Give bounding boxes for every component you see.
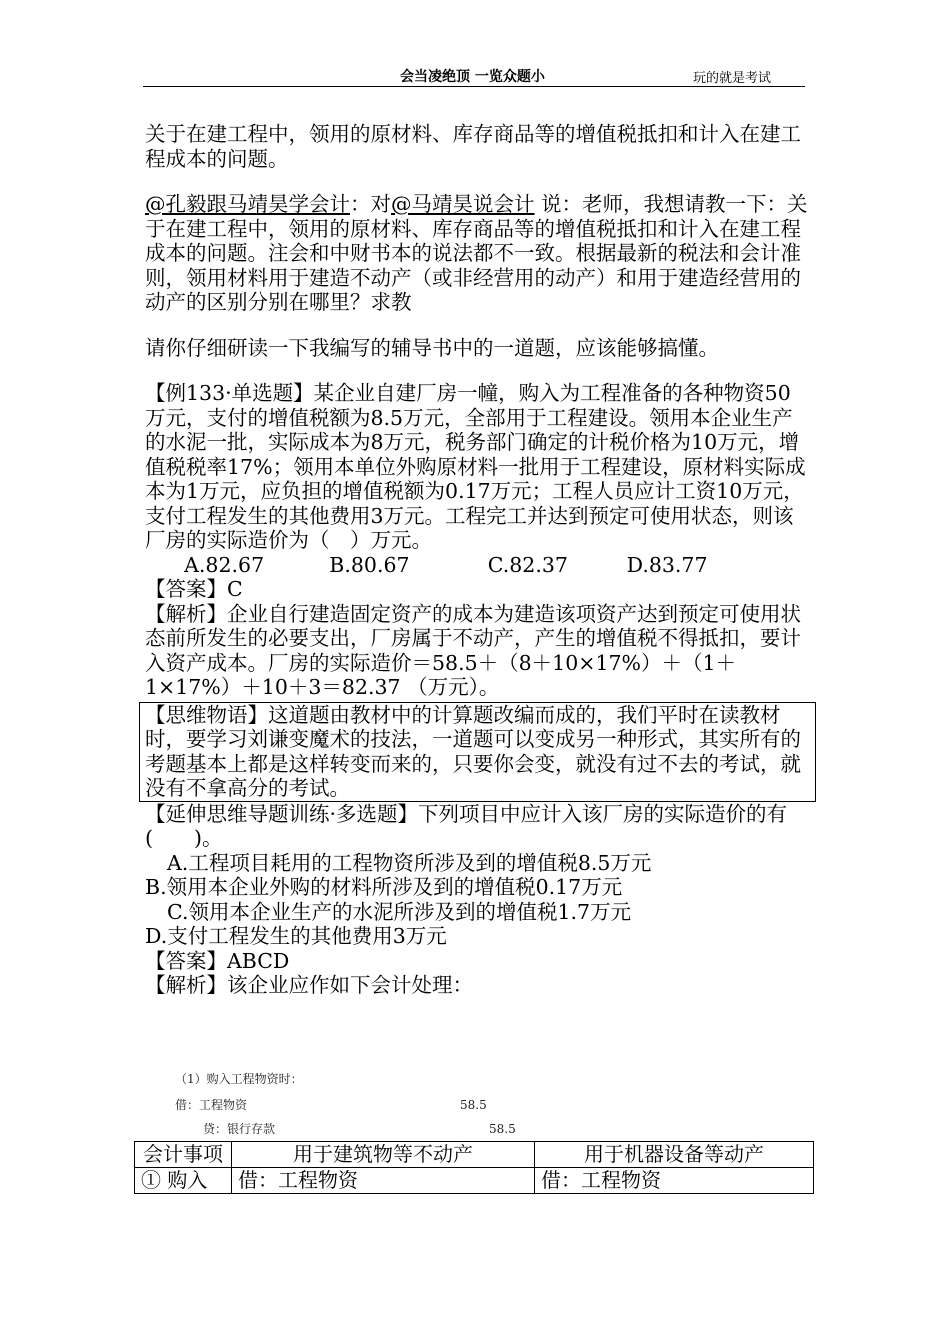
header-motto: 会当凌绝顶 一览众题小 (400, 69, 545, 85)
ext-analysis-label: 【解析】 (145, 973, 227, 997)
accounting-table (134, 1141, 814, 1194)
table-cell: 借：工程物资 (535, 1168, 814, 1194)
entry-step1: （1）购入工程物资时： (175, 1072, 303, 1086)
example-question (145, 381, 810, 553)
user-link[interactable]: @孔毅跟马靖昊学会计 (145, 192, 350, 216)
example-options (145, 553, 810, 578)
entry-credit-amount: 58.5 (489, 1122, 516, 1136)
thinking-label: 【思维物语】 (145, 702, 268, 727)
ext-option-b: B.领用本企业外购的材料所涉及到的增值税0.17万元 (145, 875, 623, 899)
entry-credit-label: 贷：银行存款 (203, 1122, 276, 1136)
entry-debit-label: 借：工程物资 (175, 1098, 248, 1112)
answer-label: 【答案】 (145, 577, 227, 601)
entry-debit-amount: 58.5 (460, 1098, 487, 1112)
page-header (143, 64, 805, 87)
table-header-row (135, 1142, 814, 1168)
question-paragraph (145, 192, 810, 315)
extension-answer (145, 949, 810, 974)
extension-label: 【延伸思维导题训练·多选题】 (145, 801, 419, 826)
ext-answer-label: 【答案】 (145, 948, 227, 973)
example-analysis (145, 602, 810, 700)
header-tagline: 玩的就是考试 (693, 71, 772, 86)
table-header: 用于机器设备等动产 (535, 1142, 814, 1168)
ext-analysis-text: 该企业应作如下会计处理： (227, 973, 473, 997)
extension-text: 下列项目中应计入该厂房的实际造价的有( )。 (145, 801, 788, 850)
option-c: C.82.37 (487, 552, 568, 577)
thinking-box (139, 702, 816, 802)
example-answer (145, 577, 810, 602)
analysis-text: 企业自行建造固定资产的成本为建造该项资产达到预定可使用状态前所发生的必要支出，厂房属于不动产，产生的增值税不得抵扣，要计入资产成本。厂房的实际造价＝58.5＋（8＋10×17%）＋（1＋1×17%）＋10＋3＝82.37 （万元）。 (145, 601, 801, 699)
question-text: 说：老师，我想请教一下：关于在建工程中，领用的原材料、库存商品等的增值税抵扣和计入在建工程成本的问题。注会和中财书本的说法都不一致。根据最新的税法和会计准则，领用材料用于建造不动产（或非经营用的动产）和用于建造经营用的动产的区别分别在哪里？求教 (145, 192, 808, 314)
table-header: 用于建筑物等不动产 (232, 1142, 535, 1168)
ext-option-c: C.领用本企业生产的水泥所涉及到的增值税1.7万元 (167, 899, 632, 924)
reply-paragraph: 请你仔细研读一下我编写的辅导书中的一道题，应该能够搞懂。 (145, 335, 719, 360)
option-b: B.80.67 (329, 552, 410, 577)
document-body (145, 122, 810, 998)
target-link[interactable]: @马靖昊说会计 (391, 192, 535, 216)
table-header: 会计事项 (135, 1142, 232, 1168)
question-to: ：对 (350, 192, 391, 216)
article-title: 关于在建工程中，领用的原材料、库存商品等的增值税抵扣和计入在建工程成本的问题。 (145, 122, 801, 171)
extension-analysis (145, 973, 810, 998)
table-cell: ① 购入 (135, 1168, 232, 1194)
extension-question (145, 802, 810, 851)
ext-option-d: D.支付工程发生的其他费用3万元 (145, 924, 447, 948)
analysis-label: 【解析】 (145, 601, 227, 626)
answer-value: C (227, 577, 243, 601)
option-d: D.83.77 (626, 552, 708, 577)
thinking-text: 这道题由教材中的计算题改编而成的，我们平时在读教材时，要学习刘谦变魔术的技法，一道题可以变成另一种形式，其实所有的考题基本上都是这样转变而来的，只要你会变，就没有过不去的考试，就没有不拿高分的考试。 (145, 702, 801, 800)
example-label: 【例133·单选题】 (145, 381, 314, 405)
table-row (135, 1168, 814, 1194)
example-text: 某企业自建厂房一幢，购入为工程准备的各种物资50万元，支付的增值税额为8.5万元，全部用于工程建设。领用本企业生产的水泥一批，实际成本为8万元，税务部门确定的计税价格为10万元，增值税税率17%；领用本单位外购原材料一批用于工程建设，原材料实际成本为1万元，应负担的增值税额为0.17万元；工程人员应计工资10万元，支付工程发生的其他费用3万元。工程完工并达到预定可使用状态，则该厂房的实际造价为（ ）万元。 (145, 381, 806, 552)
option-a: A.82.67 (184, 552, 265, 577)
ext-option-a: A.工程项目耗用的工程物资所涉及到的增值税8.5万元 (167, 850, 652, 875)
ext-answer-value: ABCD (227, 948, 290, 973)
table-cell: 借：工程物资 (232, 1168, 535, 1194)
